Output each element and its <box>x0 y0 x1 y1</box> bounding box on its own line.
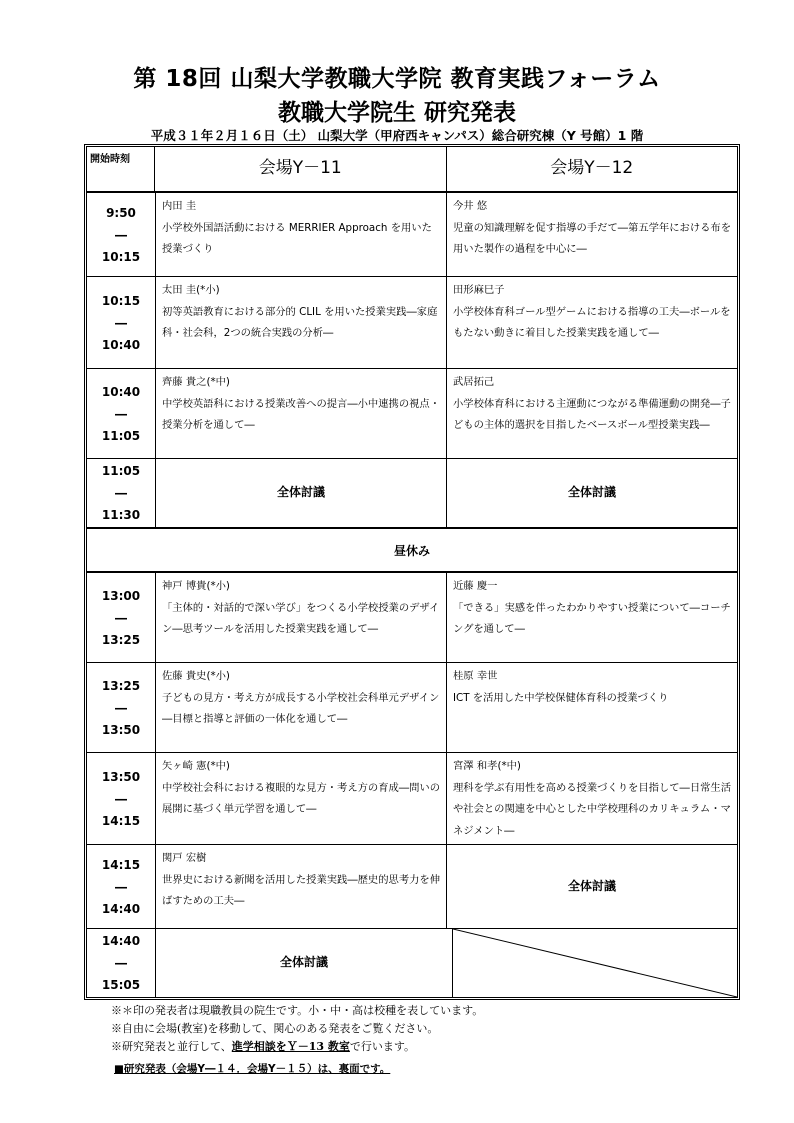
general-discussion-y11: 全体討議 <box>156 929 453 997</box>
presentation-y11 <box>156 193 447 276</box>
presentation-y11 <box>156 753 447 844</box>
presenter-name: 内田 圭 <box>162 200 197 212</box>
table-row <box>87 191 737 276</box>
time-slot <box>87 459 156 527</box>
footer-note: ■研究発表（会場Y―１４．会場Y－１５）は、裏面です。 <box>114 1063 391 1075</box>
time-dash: ― <box>115 610 127 625</box>
time-dash: ― <box>115 879 127 894</box>
presentation-y12 <box>447 573 737 662</box>
start-time: 13:50 <box>101 769 141 784</box>
presentation-y11 <box>156 573 447 662</box>
room-y12-header: 会場Y－12 <box>550 158 634 179</box>
presenter-name: 今井 悠 <box>453 200 488 212</box>
presentation-title: 児童の知識理解を促す指導の手だて―第五学年における布を用いた製作の過程を中心に― <box>453 221 732 255</box>
room-y11-header: 会場Y－11 <box>155 147 447 191</box>
table-row <box>87 276 737 368</box>
general-discussion-y11: 全体討議 <box>156 459 447 527</box>
time-dash: ― <box>115 956 127 970</box>
end-time: 13:25 <box>101 632 141 647</box>
end-time: 10:15 <box>101 249 141 264</box>
time-dash: ― <box>115 486 127 500</box>
lunch-break-row: 昼休み <box>87 527 737 571</box>
time-dash: ― <box>115 791 127 806</box>
table-row <box>87 368 737 458</box>
start-time: 13:25 <box>101 678 141 693</box>
end-time: 10:40 <box>101 337 141 352</box>
presenter-name: 宮澤 和孝(*中) <box>453 760 521 772</box>
presentation-title: 理科を学ぶ有用性を高める授業づくりを目指して―日常生活や社会との関連を中心とした中学校理科のカリキュラム・マネジメント― <box>453 781 732 837</box>
time-slot <box>87 193 156 276</box>
end-time: 13:50 <box>101 722 141 737</box>
presentation-y11 <box>156 845 447 928</box>
start-time: 14:40 <box>101 934 141 948</box>
end-time: 14:15 <box>101 813 141 828</box>
time-slot <box>87 663 156 752</box>
presenter-name: 齊藤 貴之(*中) <box>162 376 230 388</box>
start-time: 11:05 <box>101 464 141 478</box>
end-time: 15:05 <box>101 978 141 992</box>
presentation-title: 小学校体育科における主運動につながる準備運動の開発―子どもの主体的選択を目指したベースボール型授業実践― <box>453 397 731 431</box>
presentation-title: 小学校体育科ゴール型ゲームにおける指導の工夫―ボールをもたない動きに着目した授業実践を通して― <box>453 305 731 339</box>
presentation-title: 中学校社会科における複眼的な見方・考え方の育成―問いの展開に基づく単元学習を通して― <box>162 781 441 815</box>
presentation-title: 「できる」実感を伴ったわかりやすい授業について―コーチングを通して― <box>453 601 731 635</box>
time-dash: ― <box>115 227 127 242</box>
start-time: 9:50 <box>106 205 136 220</box>
general-discussion-y12: 全体討議 <box>567 878 616 893</box>
table-row <box>87 571 737 662</box>
presentation-y12 <box>447 753 737 844</box>
start-time: 10:15 <box>101 293 141 308</box>
presentation-title: 小学校外国語活動における MERRIER Approach を用いた授業づくり <box>162 221 432 255</box>
presentation-title: 子どもの見方・考え方が成長する小学校社会科単元デザイン―目標と指導と評価の一体化を通して― <box>162 691 440 725</box>
presentation-title: 初等英語教育における部分的 CLIL を用いた授業実践―家庭科・社会科，2つの統合実践の分析― <box>162 305 438 339</box>
presentation-title: ICT を活用した中学校保健体育科の授業づくり <box>453 691 669 704</box>
presentation-title: 中学校英語科における授業改善への提言―小中連携の視点・授業分析を通して― <box>162 397 441 431</box>
end-time: 11:30 <box>101 508 141 522</box>
time-slot <box>87 573 156 662</box>
note-line: ※＊印の発表者は現職教員の院生です。小・中・高は校種を表しています。 <box>111 1004 484 1017</box>
table-row <box>87 928 737 997</box>
presentation-y12 <box>447 369 737 458</box>
presenter-name: 矢ヶ崎 憲(*中) <box>162 760 230 772</box>
presenter-name: 武居拓己 <box>453 376 495 388</box>
event-date-location: 平成３１年２月１６日（土） 山梨大学（甲府西キャンパス）総合研究棟（Y 号館）1 階 <box>150 128 644 143</box>
presentation-title: 世界史における新聞を活用した授業実践―歴史的思考力を伸ばすための工夫― <box>162 873 441 907</box>
time-slot <box>87 753 156 844</box>
table-row <box>87 458 737 527</box>
presenter-name: 佐藤 貴史(*小) <box>162 670 230 682</box>
presenter-name: 田形麻巳子 <box>453 284 505 296</box>
notes <box>111 1002 483 1056</box>
start-time: 13:00 <box>101 588 141 603</box>
general-discussion-y12: 全体討議 <box>567 485 616 500</box>
time-slot <box>87 929 156 997</box>
table-row <box>87 844 737 928</box>
empty-slot-y12 <box>453 929 737 997</box>
time-dash: ― <box>115 406 127 421</box>
presentation-y11 <box>156 277 447 368</box>
presentation-y12 <box>447 193 737 276</box>
start-time: 14:15 <box>101 857 141 872</box>
start-time: 10:40 <box>101 384 141 399</box>
time-dash: ― <box>115 700 127 715</box>
presentation-y12 <box>447 663 737 752</box>
table-row <box>87 752 737 844</box>
table-row <box>87 662 737 752</box>
time-slot <box>87 845 156 928</box>
note-line: ※研究発表と並行して、進学相談をＹ－13 教室で行います。 <box>111 1040 416 1053</box>
time-header: 開始時刻 <box>87 147 155 191</box>
time-dash: ― <box>115 315 127 330</box>
page-subtitle: 教職大学院生 研究発表 <box>277 100 516 126</box>
page-title: 第 18回 山梨大学教職大学院 教育実践フォーラム <box>133 66 661 92</box>
end-time: 11:05 <box>101 428 141 443</box>
schedule-table <box>84 144 740 1000</box>
time-slot <box>87 369 156 458</box>
presenter-name: 太田 圭(*小) <box>162 284 220 296</box>
end-time: 14:40 <box>101 901 141 916</box>
presentation-y12 <box>447 277 737 368</box>
presenter-name: 関戸 宏樹 <box>162 852 207 864</box>
presentation-y11 <box>156 369 447 458</box>
time-slot <box>87 277 156 368</box>
consultation-room-emphasis: 進学相談をＹ－13 教室 <box>231 1040 350 1053</box>
presentation-title: 「主体的・対話的で深い学び」をつくる小学校授業のデザイン―思考ツールを活用した授業実践を通して― <box>162 601 440 635</box>
presenter-name: 桂原 幸世 <box>453 670 498 682</box>
presenter-name: 近藤 慶一 <box>453 580 498 592</box>
table-header-row <box>87 147 737 191</box>
note-line: ※自由に会場(教室)を移動して、関心のある発表をご覧ください。 <box>111 1022 439 1035</box>
diagonal-line <box>453 929 737 997</box>
presentation-y11 <box>156 663 447 752</box>
presenter-name: 神戸 博貴(*小) <box>162 580 230 592</box>
